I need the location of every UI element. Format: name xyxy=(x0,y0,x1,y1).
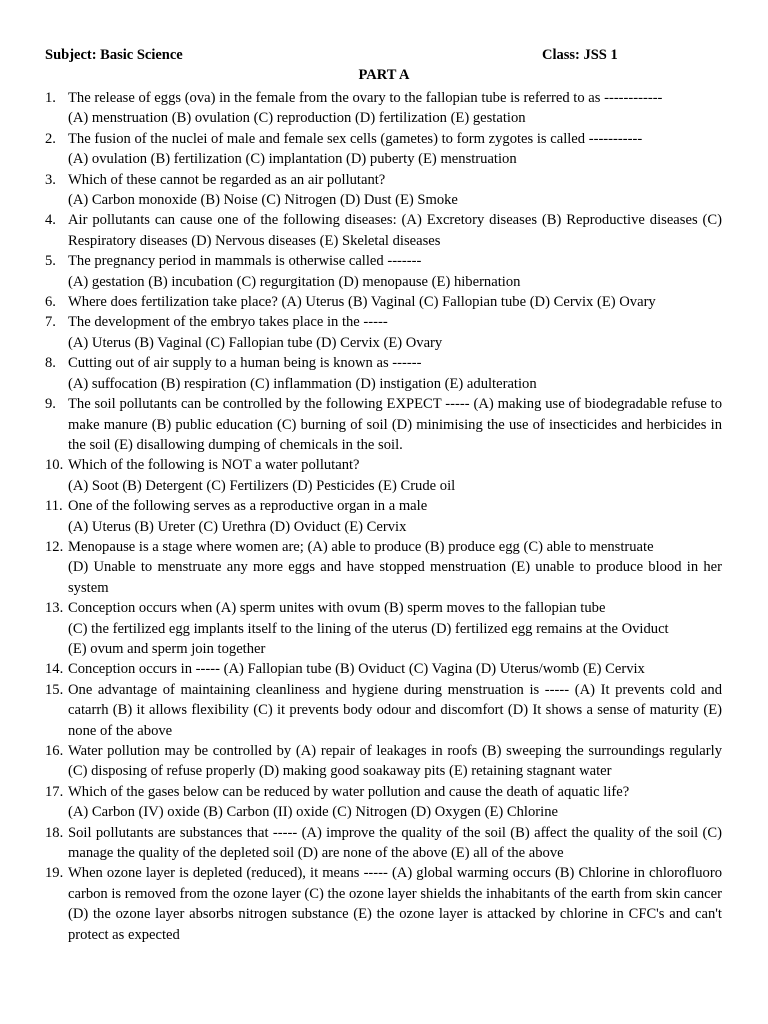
question-number: 3. xyxy=(45,171,56,188)
question-number: 11. xyxy=(45,498,63,515)
question-line: The pregnancy period in mammals is otherwise called ------- xyxy=(68,253,422,270)
question-text xyxy=(68,292,722,312)
question-line: Air pollutants can cause one of the following diseases: (A) Excretory diseases (B) Reproductive diseases (C) Respiratory diseases (D) Nervous diseases (E) Skeletal diseases xyxy=(68,212,722,249)
question-number: 19. xyxy=(45,865,64,882)
question-item xyxy=(45,659,722,679)
question-text xyxy=(68,782,722,823)
question-number: 4. xyxy=(45,212,56,229)
question-item xyxy=(45,129,722,170)
question-item xyxy=(45,537,722,598)
question-line: (A) Soot (B) Detergent (C) Fertilizers (D) Pesticides (E) Crude oil xyxy=(68,477,456,494)
question-line: (E) ovum and sperm join together xyxy=(68,640,266,657)
question-item xyxy=(45,88,722,129)
question-text xyxy=(68,170,722,211)
question-item xyxy=(45,170,722,211)
question-text xyxy=(68,129,722,170)
question-item xyxy=(45,782,722,823)
question-number: 8. xyxy=(45,355,56,372)
question-text xyxy=(68,659,722,679)
question-item xyxy=(45,823,722,864)
question-number: 1. xyxy=(45,90,56,106)
question-number: 12. xyxy=(45,538,64,555)
question-line: When ozone layer is depleted (reduced), it means ----- (A) global warming occurs (B) Chlorine in chlorofluoro carbon is removed from the ozone layer (C) the ozone layer shields the inhabitants of the earth from skin cancer (D) the ozone layer absorbs nitrogen substance (E) the ozone layer is attacked by chlorine in CFC's and can't protect as expected xyxy=(68,865,722,943)
question-number: 9. xyxy=(45,396,56,413)
question-item xyxy=(45,863,722,945)
question-number: 13. xyxy=(45,600,64,617)
question-text xyxy=(68,251,722,292)
part-title: PART A xyxy=(358,67,410,83)
question-text xyxy=(68,496,722,537)
question-text xyxy=(68,598,722,659)
exam-header xyxy=(45,47,722,67)
question-item xyxy=(45,210,722,251)
subject-label: Subject: Basic Science xyxy=(45,47,183,63)
question-line: (A) suffocation (B) respiration (C) inflammation (D) instigation (E) adulteration xyxy=(68,375,537,392)
question-line: Conception occurs when (A) sperm unites with ovum (B) sperm moves to the fallopian tube xyxy=(68,600,606,617)
question-text xyxy=(68,680,722,741)
question-text xyxy=(68,210,722,251)
question-line: Which of the following is NOT a water pollutant? xyxy=(68,457,360,474)
question-number: 6. xyxy=(45,294,56,311)
question-line: (C) the fertilized egg implants itself to the lining of the uterus (D) fertilized egg remains at the Oviduct xyxy=(68,620,669,637)
question-line: The release of eggs (ova) in the female from the ovary to the fallopian tube is referred to as ------------ xyxy=(68,90,663,106)
question-item xyxy=(45,251,722,292)
question-number: 10. xyxy=(45,457,64,474)
question-item xyxy=(45,353,722,394)
question-line: One advantage of maintaining cleanliness and hygiene during menstruation is ----- (A) It prevents cold and catarrh (B) it allows flexibility (C) it prevents body odour and discomfort (D) It shows a sense of maturity (E) none of the above xyxy=(68,681,722,739)
question-text xyxy=(68,312,722,353)
question-text xyxy=(68,455,722,496)
question-text xyxy=(68,394,722,455)
question-line: Which of the gases below can be reduced by water pollution and cause the death of aquatic life? xyxy=(68,783,630,800)
question-number: 18. xyxy=(45,824,64,841)
question-line: Where does fertilization take place? (A) Uterus (B) Vaginal (C) Fallopian tube (D) Cervix (E) Ovary xyxy=(68,294,656,311)
question-line: Conception occurs in ----- (A) Fallopian tube (B) Oviduct (C) Vagina (D) Uterus/womb (E) Cervix xyxy=(68,661,645,678)
question-item xyxy=(45,598,722,659)
question-line: (A) Uterus (B) Ureter (C) Urethra (D) Oviduct (E) Cervix xyxy=(68,518,407,535)
question-item xyxy=(45,394,722,455)
question-item xyxy=(45,312,722,353)
question-line: The soil pollutants can be controlled by the following EXPECT ----- (A) making use of biodegradable refuse to make manure (B) public education (C) burning of soil (D) minimising the use of insecticides and herbicides in the soil (E) disallowing dumping of chemicals in the soil. xyxy=(68,396,722,453)
question-line: (A) ovulation (B) fertilization (C) implantation (D) puberty (E) menstruation xyxy=(68,151,517,168)
question-text xyxy=(68,537,722,598)
question-line: The fusion of the nuclei of male and female sex cells (gametes) to form zygotes is called ----------- xyxy=(68,130,643,147)
question-text xyxy=(68,741,722,782)
question-line: (A) gestation (B) incubation (C) regurgitation (D) menopause (E) hibernation xyxy=(68,273,521,290)
question-item xyxy=(45,455,722,496)
question-line: (A) menstruation (B) ovulation (C) reproduction (D) fertilization (E) gestation xyxy=(68,110,526,127)
question-number: 17. xyxy=(45,783,64,800)
question-line: Menopause is a stage where women are; (A) able to produce (B) produce egg (C) able to menstruate xyxy=(68,538,654,555)
question-line: (A) Carbon (IV) oxide (B) Carbon (II) oxide (C) Nitrogen (D) Oxygen (E) Chlorine xyxy=(68,804,558,821)
question-item xyxy=(45,741,722,782)
question-number: 15. xyxy=(45,681,64,698)
question-number: 14. xyxy=(45,661,64,678)
question-line: Cutting out of air supply to a human being is known as ------ xyxy=(68,355,422,372)
question-item xyxy=(45,680,722,741)
question-line: Water pollution may be controlled by (A) repair of leakages in roofs (B) sweeping the surroundings regularly (C) disposing of refuse properly (D) making good soakaway pits (E) retaining stagnant water xyxy=(68,743,722,780)
question-text xyxy=(68,353,722,394)
question-list xyxy=(45,88,722,945)
question-text xyxy=(68,88,722,129)
question-number: 5. xyxy=(45,253,56,270)
question-item xyxy=(45,292,722,312)
question-line: Which of these cannot be regarded as an air pollutant? xyxy=(68,171,386,188)
question-line: The development of the embryo takes place in the ----- xyxy=(68,314,388,331)
class-label: Class: JSS 1 xyxy=(542,47,618,63)
question-number: 7. xyxy=(45,314,56,331)
question-line: One of the following serves as a reproductive organ in a male xyxy=(68,498,428,515)
question-line: (D) Unable to menstruate any more eggs and have stopped menstruation (E) unable to produce blood in her system xyxy=(68,559,722,596)
question-number: 2. xyxy=(45,130,56,147)
question-number: 16. xyxy=(45,743,64,759)
question-item xyxy=(45,496,722,537)
question-line: Soil pollutants are substances that ----- (A) improve the quality of the soil (B) affect the quality of the soil (C) manage the quality of the depleted soil (D) are none of the above (E) all of the above xyxy=(68,824,722,862)
question-line: (A) Carbon monoxide (B) Noise (C) Nitrogen (D) Dust (E) Smoke xyxy=(68,192,458,209)
question-line: (A) Uterus (B) Vaginal (C) Fallopian tube (D) Cervix (E) Ovary xyxy=(68,334,443,351)
question-text xyxy=(68,863,722,945)
question-text xyxy=(68,823,722,864)
